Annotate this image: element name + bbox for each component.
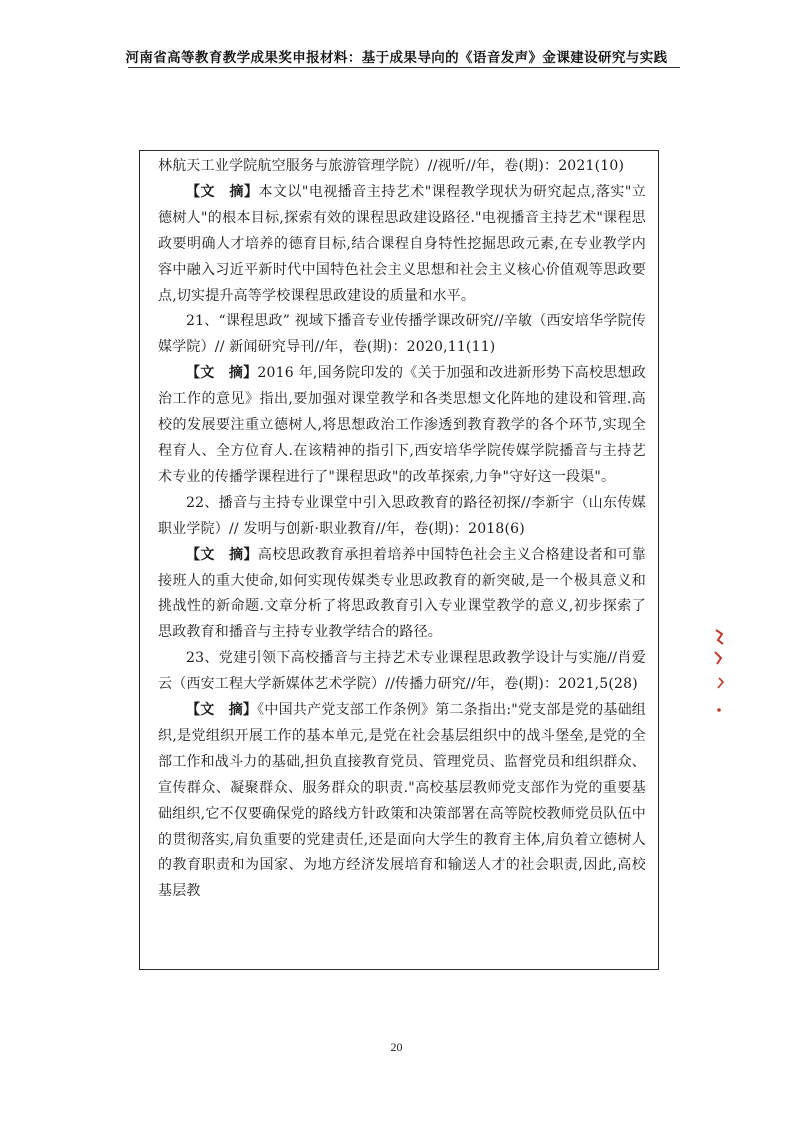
- seal-fragment-icon: [712, 628, 726, 718]
- entry-21-citation: 21、“课程思政” 视域下播音专业传播学课改研究//辛敏（西安培华学院传媒学院）// 新闻研究导刊//年，卷(期)：2020,11(11): [158, 313, 646, 356]
- abstract-text: 《中国共产党支部工作条例》第二条指出:"党支部是党的基础组织,是党组织开展工作的基本单元,是党在社会基层组织中的战斗堡垒,是党的全部工作和战斗力的基础,担负直接教育党员、管理党员、监督党员和组织群众、宣传群众、凝聚群众、服务群众的职责."高校基层教师党支部作为党的重要基础组织,它不仅要确保党的路线方针政策和决策部署在高等院校教师党员队伍中的贯彻落实,肩负重要的党建责任,还是面向大学生的教育主体,肩负着立德树人的教育职责和为国家、为地方经济发展培育和输送人才的社会职责,因此,高校基层教: [158, 702, 646, 900]
- header-divider: [128, 67, 680, 68]
- entry-21-abstract: [158, 361, 646, 491]
- abstract-text: 2016 年,国务院印发的《关于加强和改进新形势下高校思想政治工作的意见》指出,要加强对课堂教学和各类思想文化阵地的建设和管理.高校的发展要注重立德树人,将思想政治工作渗透到教育教学的各个环节,实现全程育人、全方位育人.在该精神的指引下,西安培华学院传媒学院播音与主持艺术专业的传播学课程进行了"课程思政"的改革探索,力争"守好这一段渠"。: [158, 365, 647, 485]
- entry-22-abstract: [158, 543, 646, 647]
- abstract-label: 【文 摘】: [186, 183, 259, 200]
- entry-23-citation: 23、党建引领下高校播音与主持艺术专业课程思政教学设计与实施//肖爱云（西安工程大学新媒体艺术学院）//传播力研究//年，卷(期)：2021,5(28): [158, 650, 646, 693]
- entry-23-abstract: [158, 698, 646, 905]
- entry-22-citation: 22、播音与主持专业课堂中引入思政教育的路径初探//李新宇（山东传媒职业学院）// 发明与创新·职业教育//年，卷(期)：2018(6): [158, 494, 646, 537]
- abstract-label: 【文 摘】: [186, 546, 258, 563]
- page-number: 20: [390, 1040, 403, 1054]
- abstract-label: 【文 摘】: [186, 365, 258, 382]
- entry-20-abstract: [158, 180, 646, 310]
- page-header-title: 河南省高等教育教学成果奖申报材料：基于成果导向的《语音发声》金课建设研究与实践: [125, 50, 668, 66]
- abstract-text: 本文以"电视播音主持艺术"课程教学现状为研究起点,落实"立德树人"的根本目标,探索有效的课程思政建设路径."电视播音主持艺术"课程思政要明确人才培养的德育目标,结合课程自身特性挖掘思政元素,在专业教学内容中融入习近平新时代中国特色社会主义思想和社会主义核心价值观等思政要点,切实提升高等学校课程思政建设的质量和水平。: [158, 183, 646, 304]
- entry-20-citation-tail: 林航天工业学院航空服务与旅游管理学院）//视听//年，卷(期)：2021(10): [158, 158, 625, 174]
- abstract-text: 高校思政教育承担着培养中国特色社会主义合格建设者和可靠接班人的重大使命,如何实现传媒类专业思政教育的新突破,是一个极具意义和挑战性的新命题.文章分析了将思政教育引入专业课堂教学的意义,初步探索了思政教育和播音与主持专业教学结合的路径。: [158, 546, 646, 641]
- document-body: [158, 154, 646, 905]
- abstract-label: 【文 摘】: [186, 702, 258, 719]
